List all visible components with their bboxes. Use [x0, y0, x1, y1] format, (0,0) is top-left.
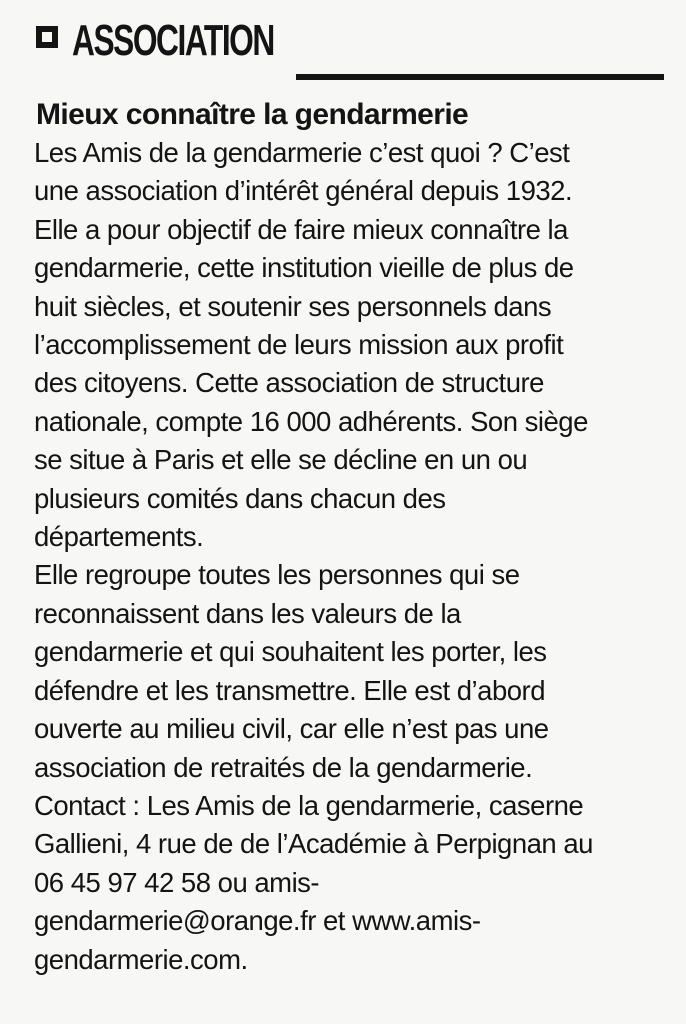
body-line: défendre et les transmettre. Elle est d’abord — [34, 674, 545, 706]
body-line: plusieurs comités dans chacun des — [34, 482, 446, 514]
contact-line: gendarmerie.com. — [34, 943, 248, 975]
square-bullet-icon — [36, 26, 58, 48]
article-body — [34, 134, 664, 979]
body-line: ouverte au milieu civil, car elle n’est pas une — [34, 713, 549, 745]
contact-line: 06 45 97 42 58 ou amis- — [34, 866, 320, 898]
body-line: départements. — [34, 521, 204, 553]
body-line: gendarmerie et qui souhaitent les porter, les — [34, 636, 547, 668]
body-line: Les Amis de la gendarmerie c’est quoi ? C’est — [34, 137, 570, 168]
body-line: des citoyens. Cette association de structure — [34, 367, 544, 399]
body-line: une association d’intérêt général depuis 1932. — [34, 175, 573, 207]
body-line: Elle regroupe toutes les personnes qui se — [34, 559, 520, 591]
body-line: gendarmerie, cette institution vieille de plus de — [34, 252, 574, 284]
body-line: reconnaissent dans les valeurs de la — [34, 597, 461, 629]
body-line: association de retraités de la gendarmerie. — [34, 751, 533, 783]
section-rule — [296, 74, 664, 80]
article-headline: Mieux connaître la gendarmerie — [36, 98, 469, 131]
contact-line: Contact : Les Amis de la gendarmerie, caserne — [34, 789, 584, 821]
body-line: se situe à Paris et elle se décline en un ou — [34, 444, 528, 476]
section-title: ASSOCIATION — [72, 16, 274, 65]
body-line: nationale, compte 16 000 adhérents. Son siège — [34, 405, 588, 437]
contact-line: Gallieni, 4 rue de de l’Académie à Perpignan au — [34, 828, 593, 860]
contact-line: gendarmerie@orange.fr et www.amis- — [34, 905, 481, 937]
section-rubric — [26, 14, 664, 72]
body-line: l’accomplissement de leurs mission aux profit — [34, 329, 564, 361]
body-line: Elle a pour objectif de faire mieux connaître la — [34, 213, 568, 245]
body-line: huit siècles, et soutenir ses personnels dans — [34, 290, 552, 322]
